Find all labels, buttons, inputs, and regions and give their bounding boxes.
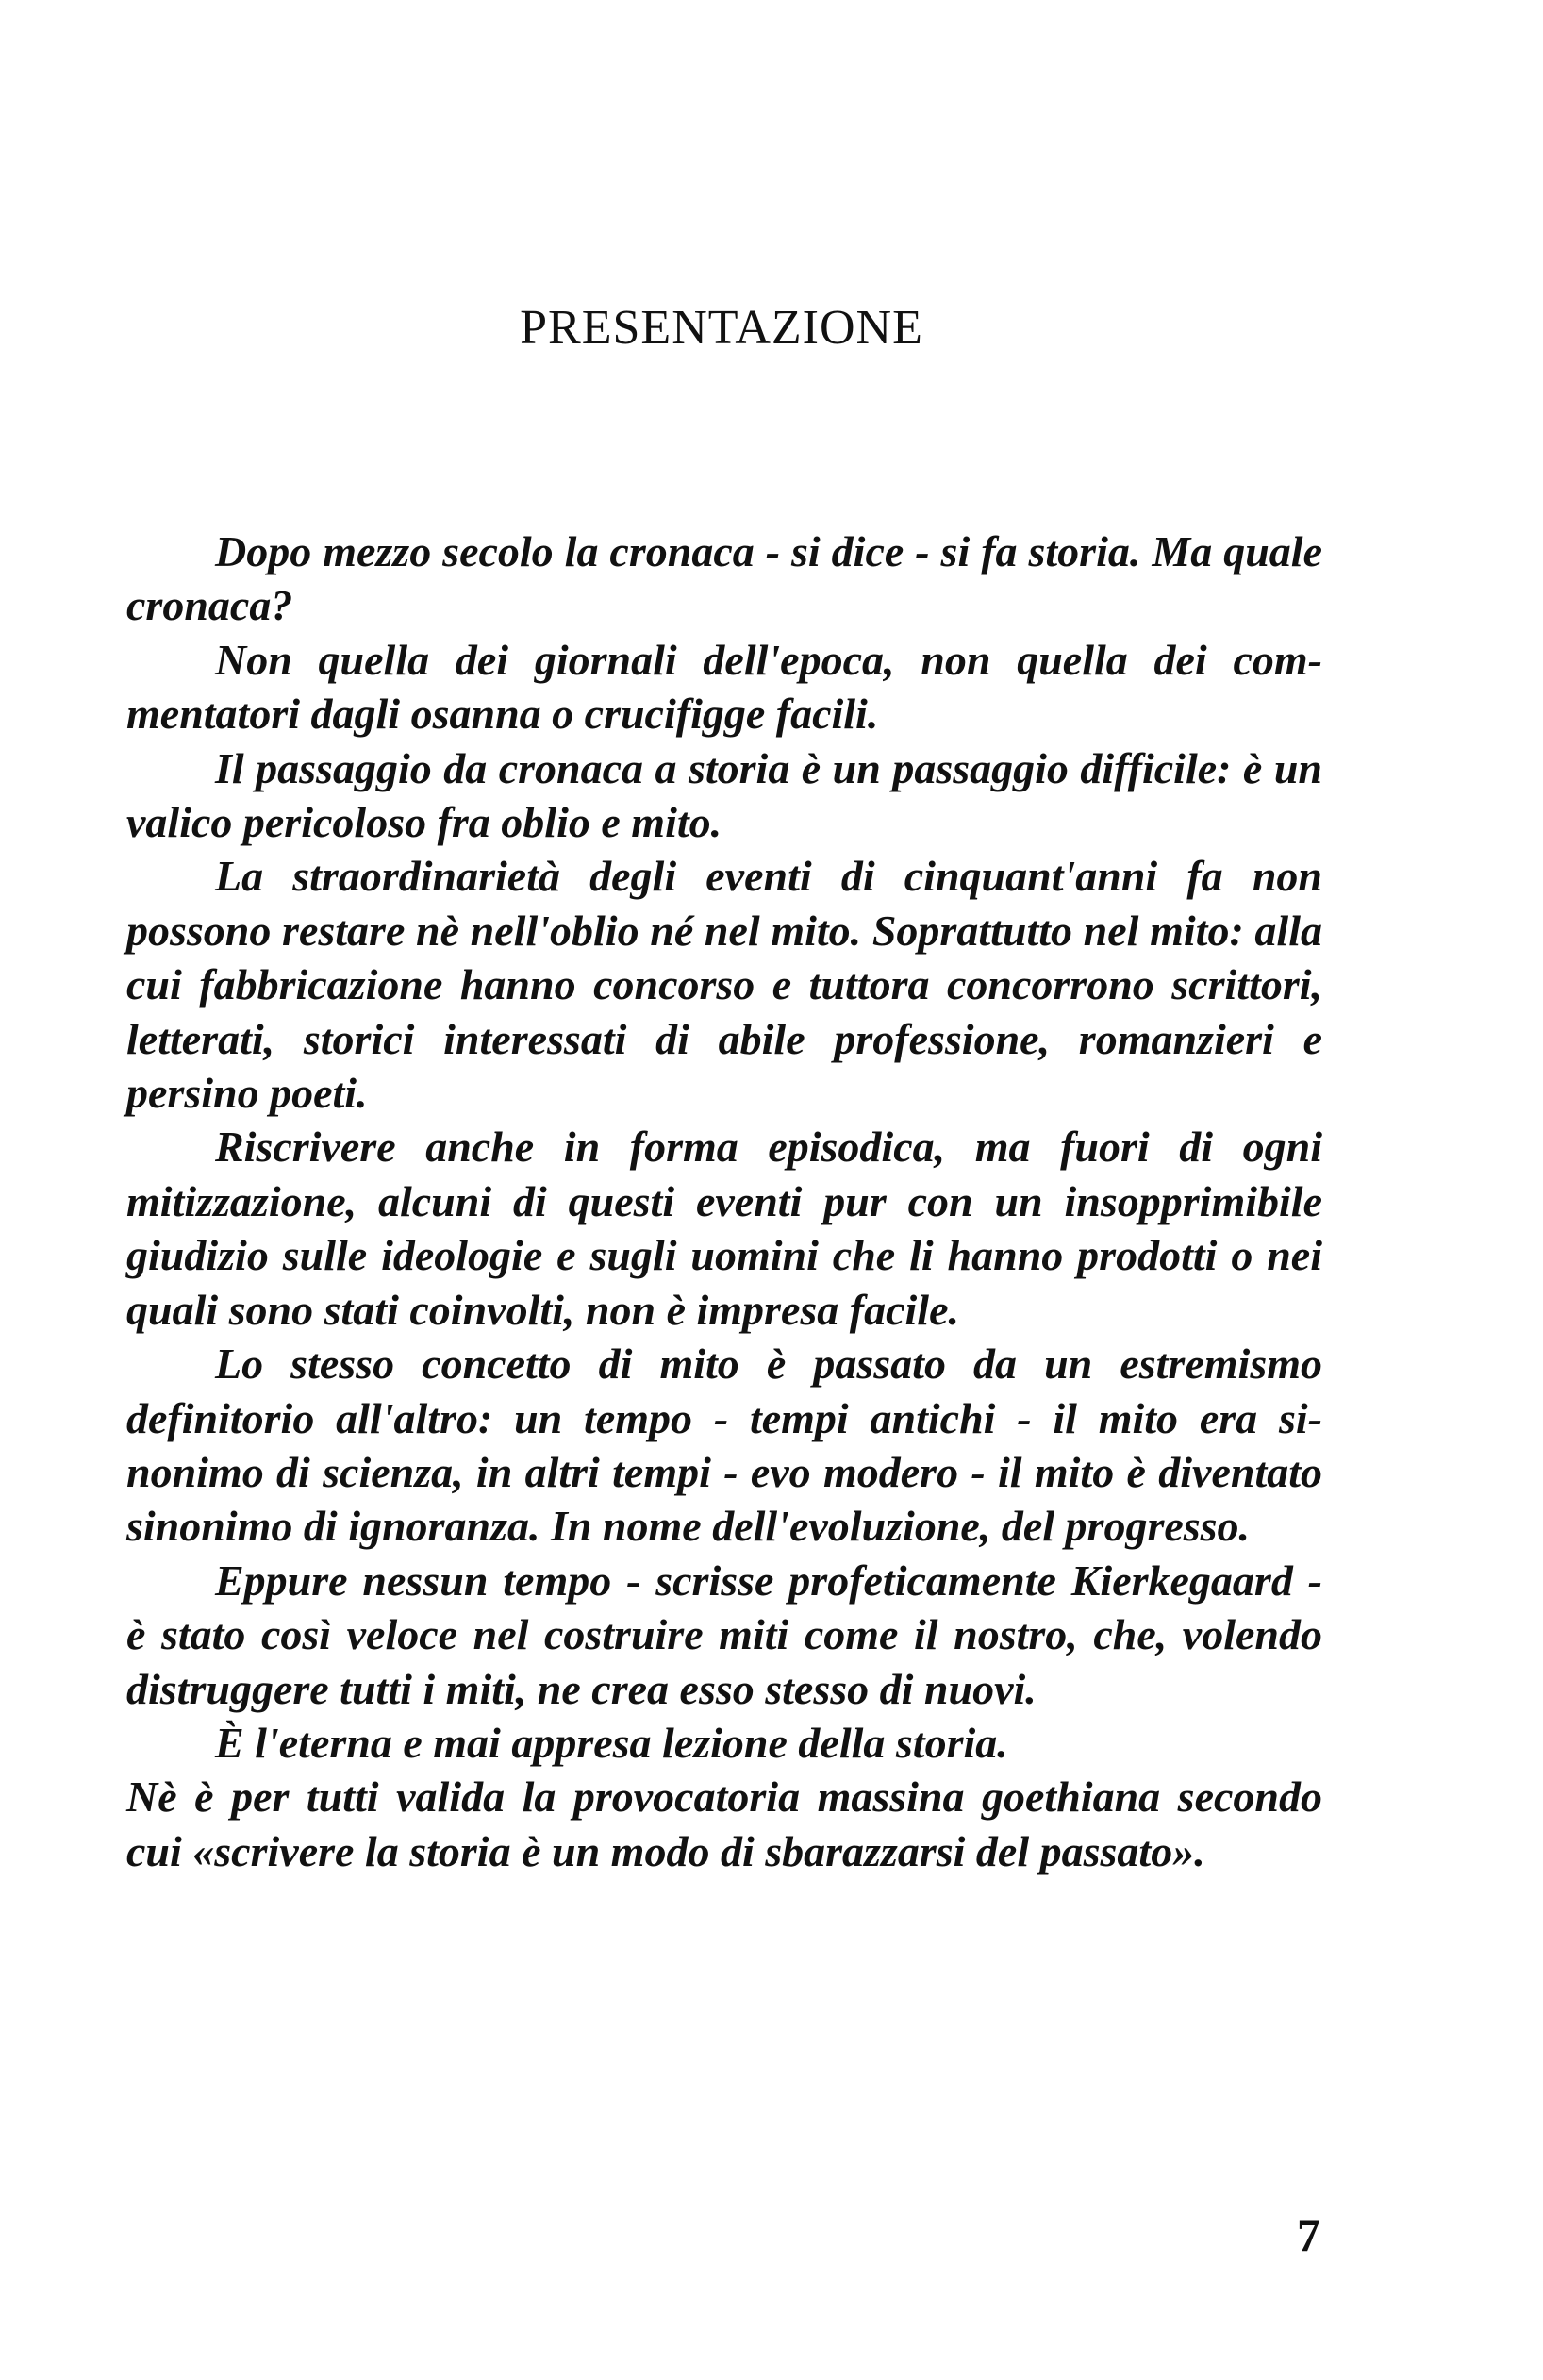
- paragraph: Lo stesso concetto di mito è passato da un estremismo definitorio all'altro: un tempo - tempi antichi - il mito era sinonimo di scienza, in altri tempi - evo modero - il mito è diventato sinonimo di ignoranza. In nome dell'evoluzione, del progresso.: [126, 1340, 1322, 1551]
- paragraph: Eppure nessun tempo - scrisse profeticamente Kierkegaard - è stato così veloce nel costruire miti come il nostro, che, volendo distruggere tutti i miti, ne crea esso stesso di nuovi.: [126, 1556, 1322, 1713]
- page-title: PRESENTAZIONE: [520, 301, 923, 355]
- paragraph: Il passaggio da cronaca a storia è un passaggio difficile: è un valico pericoloso fra oblio e mito.: [126, 743, 1322, 847]
- page-number: 7: [1297, 2208, 1320, 2261]
- paragraph: Riscrivere anche in forma episodica, ma fuori di ogni mitizzazione, alcuni di questi eventi pur con un insopprimibile giudizio sulle ideologie e sugli uomini che li hanno prodotti o nei quali sono stati coinvolti, non è impresa facile.: [126, 1123, 1322, 1334]
- paragraph: È l'eterna e mai appresa lezione della storia.: [215, 1718, 1008, 1767]
- paragraph: Dopo mezzo secolo la cronaca - si dice - si fa storia. Ma quale cronaca?: [126, 527, 1322, 630]
- paragraph: La straordinarietà degli eventi di cinquant'anni fa non possono restare nè nell'oblio né nel mito. Soprattutto nel mito: alla cui fabbricazione hanno concorso e tuttora concorrono scrittori, letterati, storici interessati di abile professione, romanzieri e persino poeti.: [126, 852, 1322, 1118]
- body-text: [126, 524, 1322, 1878]
- paragraph: Nè è per tutti valida la provocatoria massina goethiana secondo cui «scrivere la storia è un modo di sbarazzarsi del passato».: [126, 1773, 1322, 1875]
- paragraph: Non quella dei giornali dell'epoca, non quella dei commentatori dagli osanna o crucifigge facili.: [126, 635, 1322, 739]
